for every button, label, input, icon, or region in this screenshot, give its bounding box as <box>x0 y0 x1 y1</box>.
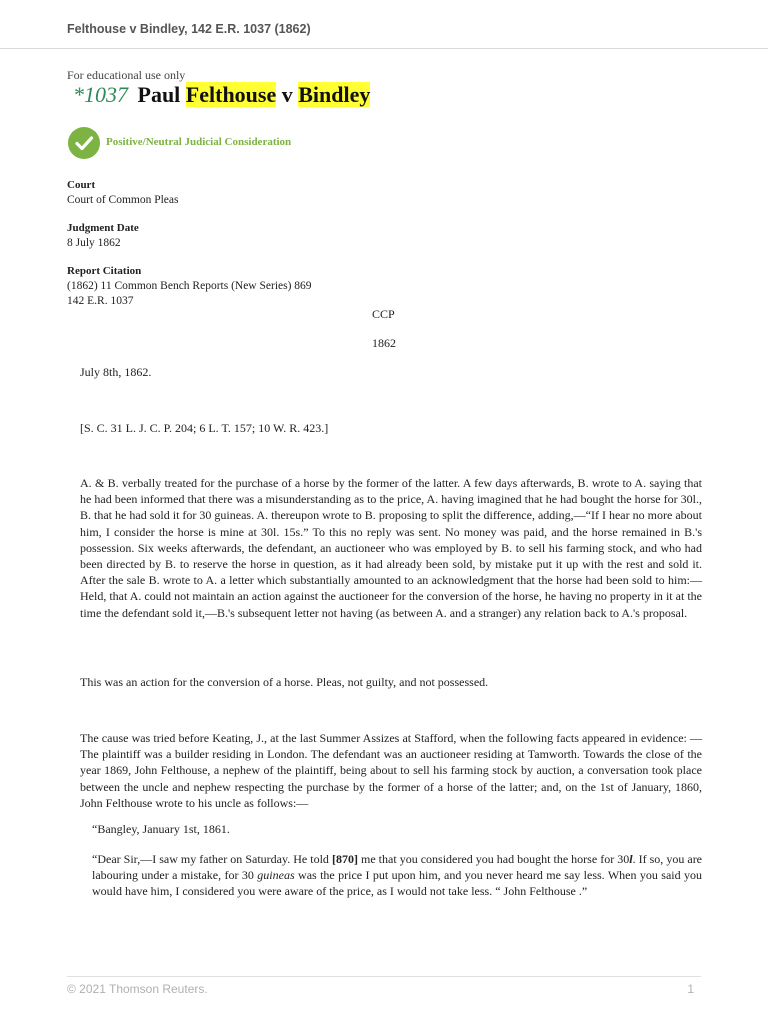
document-header-title: Felthouse v Bindley, 142 E.R. 1037 (1862) <box>67 22 311 36</box>
educational-use-note: For educational use only <box>67 68 186 82</box>
report-citation-2: 142 E.R. 1037 <box>67 295 134 307</box>
report-year: 1862 <box>372 336 396 350</box>
footer-divider <box>67 976 701 977</box>
document-header <box>0 0 768 49</box>
letter-text-b: me that you considered you had bought the horse for 30 <box>360 852 630 866</box>
judgment-date-section <box>67 221 139 251</box>
court-section <box>67 178 179 208</box>
letter-heading: “Bangley, January 1st, 1861. <box>92 822 230 836</box>
judgment-date-label: Judgment Date <box>67 222 139 234</box>
judicial-consideration-link[interactable]: Positive/Neutral Judicial Consideration <box>106 136 292 148</box>
headnote-paragraph: A. & B. verbally treated for the purchase of a horse by the former of the latter. A few days afterwards, B. wrote to A. saying that he had been informed that there was a misunderstanding as to the price, A. having imagined that he had bought the horse for 30l., B. that he had sold it for 30 guineas. A. thereupon wrote to B. proposing to split the difference, adding,—“If I hear no more about him, I consider the horse is mine at 30l. 15s.” To this no reply was sent. No money was paid, and the horse remained in B.'s possession. Six weeks afterwards, the defendant, an auctioneer who was employed by B. to sell his farming stock, and who had been directed by B. to reserve the horse in question, as it had already been sold, by mistake put it up with the rest and sold it. After the sale B. wrote to A. a letter which substantially amounted to an acknowledgment that the horse had been sold to him:—Held, that A. could not maintain an action against the auctioneer for the conversion of the horse, he having no property in it at the time the defendant sold it,—B.'s subsequent letter not having (as between A. and a stranger) any relation back to A.'s proposal. <box>80 476 702 620</box>
judgment-date-value: 8 July 1862 <box>67 237 121 249</box>
letter-guineas: guineas <box>257 868 295 883</box>
subsequent-citations: [S. C. 31 L. J. C. P. 204; 6 L. T. 157; 10 W. R. 423.] <box>80 421 329 435</box>
letter-body <box>92 851 702 900</box>
title-felthouse-highlight: Felthouse <box>185 82 277 107</box>
court-value: Court of Common Pleas <box>67 194 179 206</box>
report-citation-1: (1862) 11 Common Bench Reports (New Series) 869 <box>67 280 312 292</box>
title-v: v <box>281 82 293 107</box>
title-paul: Paul <box>137 82 181 107</box>
action-paragraph: This was an action for the conversion of a horse. Pleas, not guilty, and not possessed. <box>80 675 489 689</box>
letter-text-c: . If so, you are labouring under a mistake, for 30 <box>92 852 703 883</box>
case-title <box>73 82 370 108</box>
court-abbrev: CCP <box>372 307 395 321</box>
letter-pound-symbol: l <box>629 852 633 866</box>
footer-page-number: 1 <box>687 982 694 996</box>
report-citation-section <box>67 264 312 309</box>
page-reference-870: [870] <box>331 852 358 866</box>
judgment-date-line: July 8th, 1862. <box>80 365 152 379</box>
page-star-number: *1037 <box>73 82 128 107</box>
cause-paragraph: The cause was tried before Keating, J., at the last Summer Assizes at Stafford, when the following facts appeared in evidence: —The plaintiff was a builder residing in London. The defendant was an auctioneer residing at Tamworth. Towards the close of the year 1869, John Felthouse, a nephew of the plaintiff, being about to sell his farming stock by auction, a conversation took place between the uncle and nephew respecting the purchase by the former of a horse of the latter; and, on the 1st of January, 1860, John Felthouse wrote to his uncle as follows:— <box>80 731 702 810</box>
letter-text-a: “Dear Sir,—I saw my father on Saturday. He told <box>92 852 329 866</box>
report-citation-label: Report Citation <box>67 265 142 277</box>
check-circle-icon <box>68 127 100 159</box>
footer-copyright: © 2021 Thomson Reuters. <box>67 982 208 996</box>
letter-text-d: was the price I put upon him, and you never heard me say less. When you said you would have him, I considered you were aware of the price, as I would not take less. “ John Felthouse .” <box>92 868 702 899</box>
title-bindley-highlight: Bindley <box>298 82 371 107</box>
court-label: Court <box>67 179 96 191</box>
